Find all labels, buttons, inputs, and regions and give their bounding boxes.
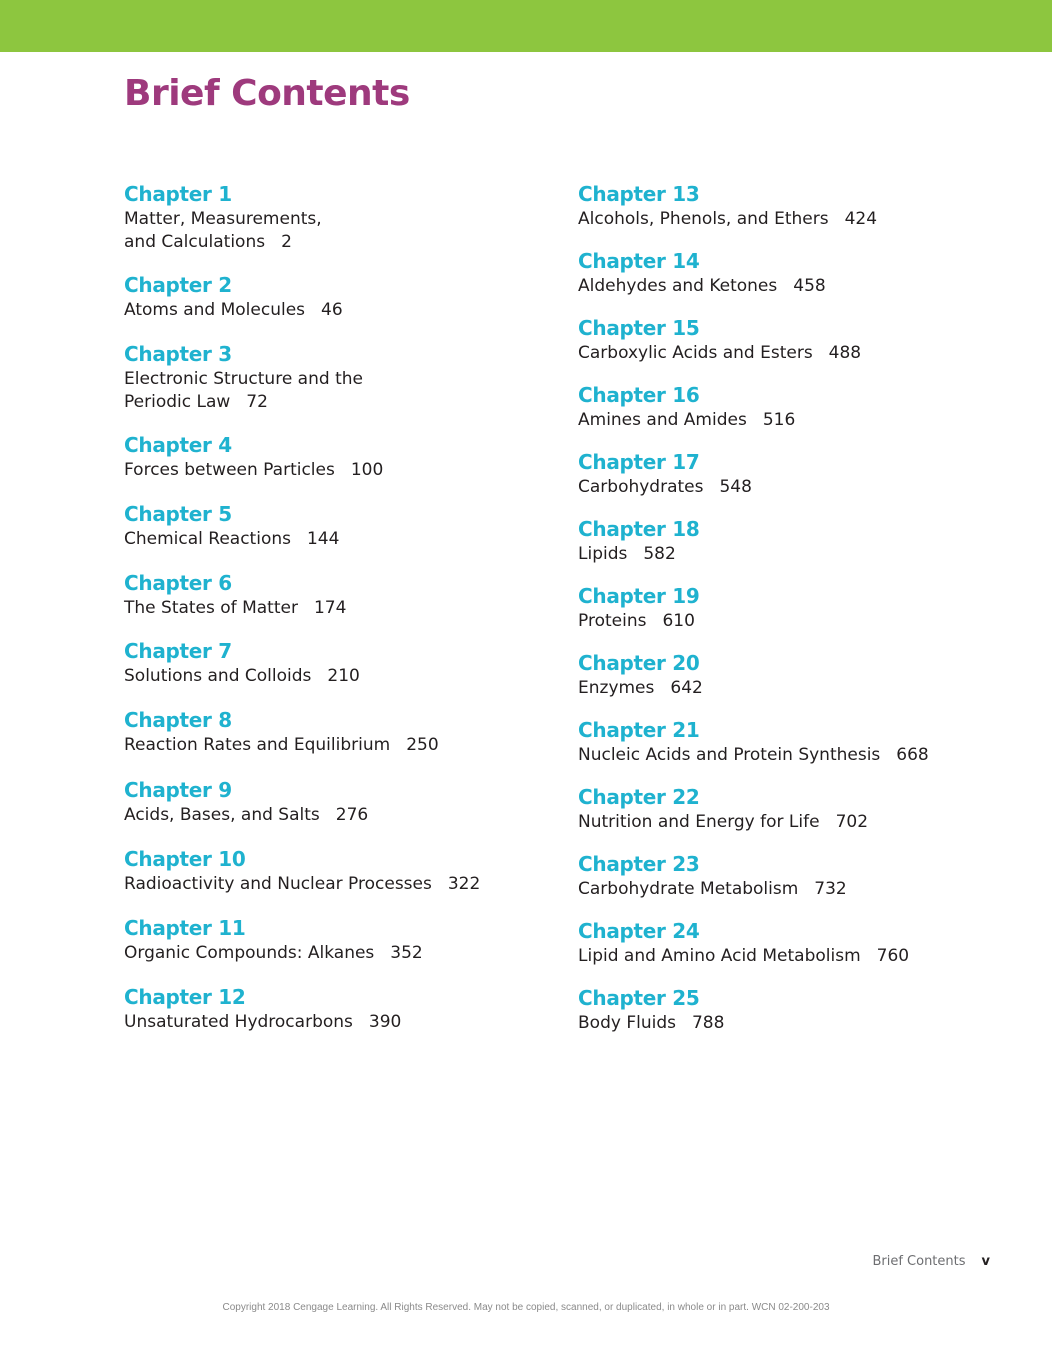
chapter-title-line [578, 1012, 1018, 1035]
chapter-title-text: Acids, Bases, and Salts [124, 805, 320, 825]
chapter-title-line [578, 275, 1018, 298]
chapter-title-text: Periodic Law [124, 392, 231, 412]
chapter-heading: Chapter 24 [578, 919, 700, 943]
chapter-title-text: Carboxylic Acids and Esters [578, 343, 813, 363]
toc-entry [578, 582, 1018, 633]
toc-entry [124, 845, 544, 896]
toc-entry [578, 783, 1018, 834]
chapter-page-number: 144 [306, 529, 340, 549]
chapter-heading: Chapter 19 [578, 584, 700, 608]
chapter-title-text: Aldehydes and Ketones [578, 276, 778, 296]
chapter-title-line [578, 610, 1018, 633]
chapter-title-line [124, 873, 544, 896]
chapter-page-number: 72 [246, 392, 268, 412]
chapter-title-text: Unsaturated Hydrocarbons [124, 1012, 353, 1032]
chapter-page-number: 390 [368, 1012, 402, 1032]
chapter-title-text: Proteins [578, 611, 647, 631]
chapter-heading: Chapter 6 [124, 571, 232, 595]
chapter-title-text: Chemical Reactions [124, 529, 291, 549]
chapter-heading: Chapter 12 [124, 985, 246, 1009]
chapter-page-number: 458 [793, 276, 826, 296]
chapter-title-line [578, 811, 1018, 834]
chapter-title-line [124, 368, 544, 391]
chapter-heading: Chapter 17 [578, 450, 700, 474]
chapter-title-line [124, 528, 544, 551]
toc-entry [124, 914, 544, 965]
chapter-heading: Chapter 9 [124, 778, 232, 802]
chapter-title-line [578, 342, 1018, 365]
running-footer [872, 1254, 990, 1269]
chapter-title-line [124, 665, 544, 688]
chapter-heading: Chapter 2 [124, 273, 232, 297]
toc-entry [124, 776, 544, 827]
toc-entry [578, 984, 1018, 1035]
chapter-page-number: 174 [313, 598, 347, 618]
copyright-notice: Copyright 2018 Cengage Learning. All Rights Reserved. May not be copied, scanned, or duplicated, in whole or in part. WCN 02-200-203 [222, 1302, 830, 1313]
chapter-title-text: Lipid and Amino Acid Metabolism [578, 946, 861, 966]
chapter-heading: Chapter 22 [578, 785, 700, 809]
chapter-heading: Chapter 8 [124, 708, 232, 732]
chapter-title-text: Solutions and Colloids [124, 666, 312, 686]
chapter-title-text: Body Fluids [578, 1013, 676, 1033]
toc-entry [124, 271, 544, 322]
chapter-title-line [124, 597, 544, 620]
chapter-page-number: 732 [814, 879, 847, 899]
chapter-title-line [124, 734, 544, 757]
chapter-page-number: 610 [662, 611, 695, 631]
toc-entry [124, 569, 544, 620]
chapter-page-number: 548 [719, 477, 752, 497]
chapter-title-text: The States of Matter [124, 598, 298, 618]
chapter-heading: Chapter 14 [578, 249, 700, 273]
chapter-title-text: Carbohydrate Metabolism [578, 879, 799, 899]
chapter-heading: Chapter 25 [578, 986, 700, 1010]
chapter-title-line [578, 677, 1018, 700]
chapter-title-line [578, 878, 1018, 901]
chapter-title-text: Atoms and Molecules [124, 300, 306, 320]
chapter-title-text: Forces between Particles [124, 460, 335, 480]
chapter-title-text: Organic Compounds: Alkanes [124, 943, 375, 963]
chapter-page-number: 582 [643, 544, 676, 564]
toc-entry [578, 850, 1018, 901]
chapter-title-text: Reaction Rates and Equilibrium [124, 735, 391, 755]
chapter-title-line [578, 409, 1018, 432]
chapter-page-number: 668 [896, 745, 929, 765]
toc-entry [124, 431, 544, 482]
chapter-heading: Chapter 7 [124, 639, 232, 663]
chapter-page-number: 702 [835, 812, 869, 832]
chapter-title-text: Nucleic Acids and Protein Synthesis [578, 745, 881, 765]
chapter-title-line [578, 208, 1018, 231]
chapter-heading: Chapter 10 [124, 847, 246, 871]
chapter-page-number: 100 [350, 460, 384, 480]
chapter-page-number: 788 [691, 1013, 725, 1033]
top-color-bar [0, 0, 1052, 52]
chapter-heading: Chapter 1 [124, 182, 232, 206]
footer-page-number: v [981, 1254, 990, 1269]
chapter-title-text: Amines and Amides [578, 410, 747, 430]
chapter-page-number: 2 [281, 232, 292, 252]
chapter-title-text: Radioactivity and Nuclear Processes [124, 874, 432, 894]
chapter-heading: Chapter 21 [578, 718, 700, 742]
toc-entry [124, 983, 544, 1034]
chapter-title-line [578, 744, 1018, 767]
page-title: Brief Contents [124, 73, 410, 114]
chapter-heading: Chapter 3 [124, 342, 232, 366]
toc-entry [578, 448, 1018, 499]
chapter-title-line [124, 299, 544, 322]
toc-entry [124, 180, 544, 254]
chapter-heading: Chapter 20 [578, 651, 700, 675]
chapter-title-line [124, 231, 544, 254]
chapter-title-line [124, 391, 544, 414]
chapter-heading: Chapter 16 [578, 383, 700, 407]
chapter-title-line [124, 942, 544, 965]
chapter-title-text: Alcohols, Phenols, and Ethers [578, 209, 829, 229]
chapter-title-text: Enzymes [578, 678, 655, 698]
chapter-page-number: 760 [876, 946, 910, 966]
toc-entry [578, 314, 1018, 365]
chapter-title-line [578, 476, 1018, 499]
chapter-title-text: and Calculations [124, 232, 266, 252]
chapter-title-text: Nutrition and Energy for Life [578, 812, 820, 832]
chapter-page-number: 276 [335, 805, 369, 825]
toc-entry [578, 381, 1018, 432]
toc-entry [578, 716, 1018, 767]
chapter-title-text: Matter, Measurements, [124, 209, 322, 229]
chapter-page-number: 250 [406, 735, 439, 755]
chapter-title-text: Electronic Structure and the [124, 369, 363, 389]
chapter-title-line [578, 945, 1018, 968]
toc-entry [578, 247, 1018, 298]
toc-entry [578, 649, 1018, 700]
chapter-title-text: Lipids [578, 544, 628, 564]
chapter-title-line [124, 804, 544, 827]
chapter-page-number: 322 [447, 874, 481, 894]
chapter-heading: Chapter 13 [578, 182, 700, 206]
chapter-title-line [578, 543, 1018, 566]
chapter-heading: Chapter 15 [578, 316, 700, 340]
chapter-page-number: 46 [321, 300, 343, 320]
chapter-heading: Chapter 11 [124, 916, 246, 940]
toc-entry [578, 917, 1018, 968]
chapter-page-number: 488 [828, 343, 862, 363]
chapter-title-text: Carbohydrates [578, 477, 704, 497]
chapter-page-number: 642 [670, 678, 703, 698]
chapter-heading: Chapter 18 [578, 517, 700, 541]
chapter-heading: Chapter 4 [124, 433, 232, 457]
chapter-heading: Chapter 23 [578, 852, 700, 876]
chapter-page-number: 210 [327, 666, 360, 686]
chapter-page-number: 516 [762, 410, 796, 430]
toc-entry [578, 515, 1018, 566]
toc-entry [124, 500, 544, 551]
chapter-title-line [124, 208, 544, 231]
chapter-title-line [124, 1011, 544, 1034]
toc-entry [124, 706, 544, 757]
chapter-page-number: 352 [390, 943, 423, 963]
chapter-heading: Chapter 5 [124, 502, 232, 526]
toc-entry [124, 340, 544, 414]
chapter-page-number: 424 [844, 209, 878, 229]
toc-entry [578, 180, 1018, 231]
toc-entry [124, 637, 544, 688]
chapter-title-line [124, 459, 544, 482]
running-footer-title: Brief Contents [872, 1254, 966, 1269]
